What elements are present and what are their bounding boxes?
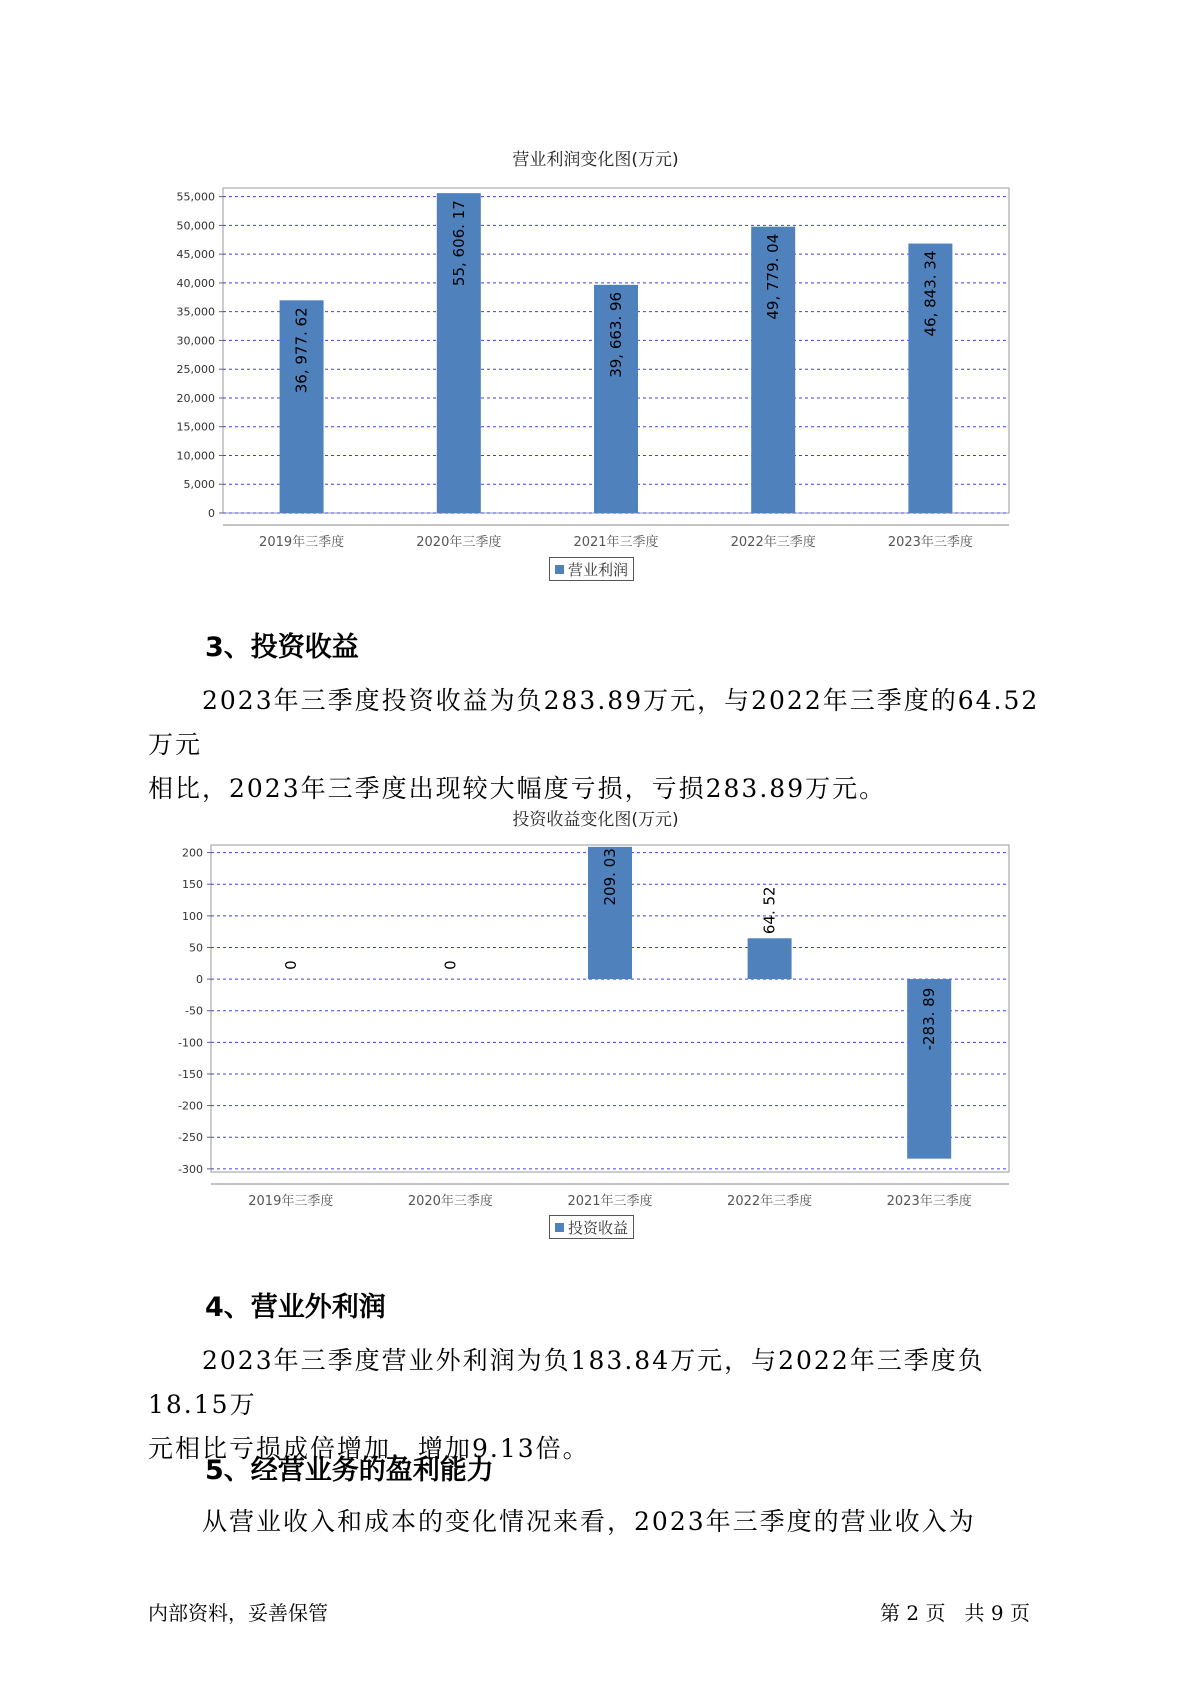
bar-value-label: 0: [441, 960, 460, 970]
section4-heading: 4、营业外利润: [205, 1292, 386, 1323]
footer-page-number: 第 2 页 共 9 页: [880, 1601, 1030, 1625]
section5-heading: 5、经营业务的盈利能力: [205, 1455, 494, 1486]
section5-paragraph: [148, 1500, 1058, 1544]
footer-left: 内部资料，妥善保管: [148, 1601, 328, 1625]
section3-heading: 3、投资收益: [205, 632, 359, 663]
y-tick-label: 30,000: [176, 334, 215, 348]
bar-value-label: 39, 663. 96: [607, 291, 625, 378]
y-tick-label: 35,000: [176, 305, 215, 319]
y-tick-label: -150: [178, 1067, 203, 1081]
y-tick-label: 50,000: [176, 219, 215, 233]
bar-value-label: 0: [281, 960, 300, 970]
x-tick-label: 2020年三季度: [407, 1194, 493, 1209]
x-tick-label: 2023年三季度: [886, 1194, 972, 1209]
bar-value-label: 64. 52: [760, 886, 779, 935]
bar-value-label: 46, 843. 34: [921, 250, 940, 337]
x-tick-label: 2021年三季度: [573, 535, 659, 550]
bar-value-label: -283. 89: [920, 987, 939, 1051]
chart2-title: 投资收益变化图(万元): [512, 810, 679, 830]
x-tick-label: 2019年三季度: [259, 535, 345, 550]
x-tick-label: 2021年三季度: [567, 1194, 653, 1209]
y-tick-label: -250: [178, 1131, 203, 1145]
y-tick-label: -100: [178, 1036, 203, 1050]
x-tick-label: 2020年三季度: [416, 535, 502, 550]
y-tick-label: 200: [182, 846, 203, 860]
y-tick-label: 150: [182, 878, 203, 892]
y-tick-label: -50: [185, 1004, 203, 1018]
legend-swatch: [555, 1223, 564, 1232]
x-tick-label: 2019年三季度: [248, 1194, 334, 1209]
y-tick-label: 0: [196, 973, 203, 987]
y-tick-label: 0: [208, 507, 215, 520]
bar-value-label: 209. 03: [601, 848, 619, 906]
y-tick-label: 40,000: [176, 276, 215, 290]
bar-value-label: 36, 977. 62: [292, 307, 311, 394]
bar-value-label: 55, 606. 17: [449, 200, 468, 287]
section4-line1: 2023年三季度营业外利润为负183.84万元，与2022年三季度负18.15万: [148, 1346, 985, 1419]
y-tick-label: 25,000: [176, 363, 215, 377]
y-tick-label: 20,000: [176, 391, 215, 405]
chart1-title: 营业利润变化图(万元): [512, 150, 679, 170]
section3-line1: 2023年三季度投资收益为负283.89万元，与2022年三季度的64.52万元: [148, 686, 1040, 759]
y-tick-label: 100: [182, 909, 203, 923]
x-tick-label: 2022年三季度: [730, 535, 816, 550]
section4-line2: 元相比亏损成倍增加，增加9.13倍。: [148, 1434, 590, 1463]
y-tick-label: 50: [189, 941, 203, 955]
x-tick-label: 2022年三季度: [727, 1194, 813, 1209]
section5-line1: 从营业收入和成本的变化情况来看，2023年三季度的营业收入为: [202, 1507, 976, 1536]
legend-label: 营业利润: [568, 560, 629, 579]
y-tick-label: -300: [178, 1162, 203, 1176]
y-tick-label: 45,000: [176, 248, 215, 262]
section3-line2: 相比，2023年三季度出现较大幅度亏损，亏损283.89万元。: [148, 774, 887, 803]
x-tick-label: 2023年三季度: [887, 535, 973, 550]
y-tick-label: 10,000: [176, 449, 215, 463]
bar: [748, 938, 792, 979]
y-tick-label: 5,000: [183, 478, 215, 492]
y-tick-label: 55,000: [176, 190, 215, 204]
bar-value-label: 49, 779. 04: [764, 233, 783, 320]
y-tick-label: -200: [178, 1099, 203, 1113]
legend-label: 投资收益: [568, 1218, 629, 1237]
y-tick-label: 15,000: [176, 420, 215, 434]
chart2-legend: [549, 1215, 634, 1239]
